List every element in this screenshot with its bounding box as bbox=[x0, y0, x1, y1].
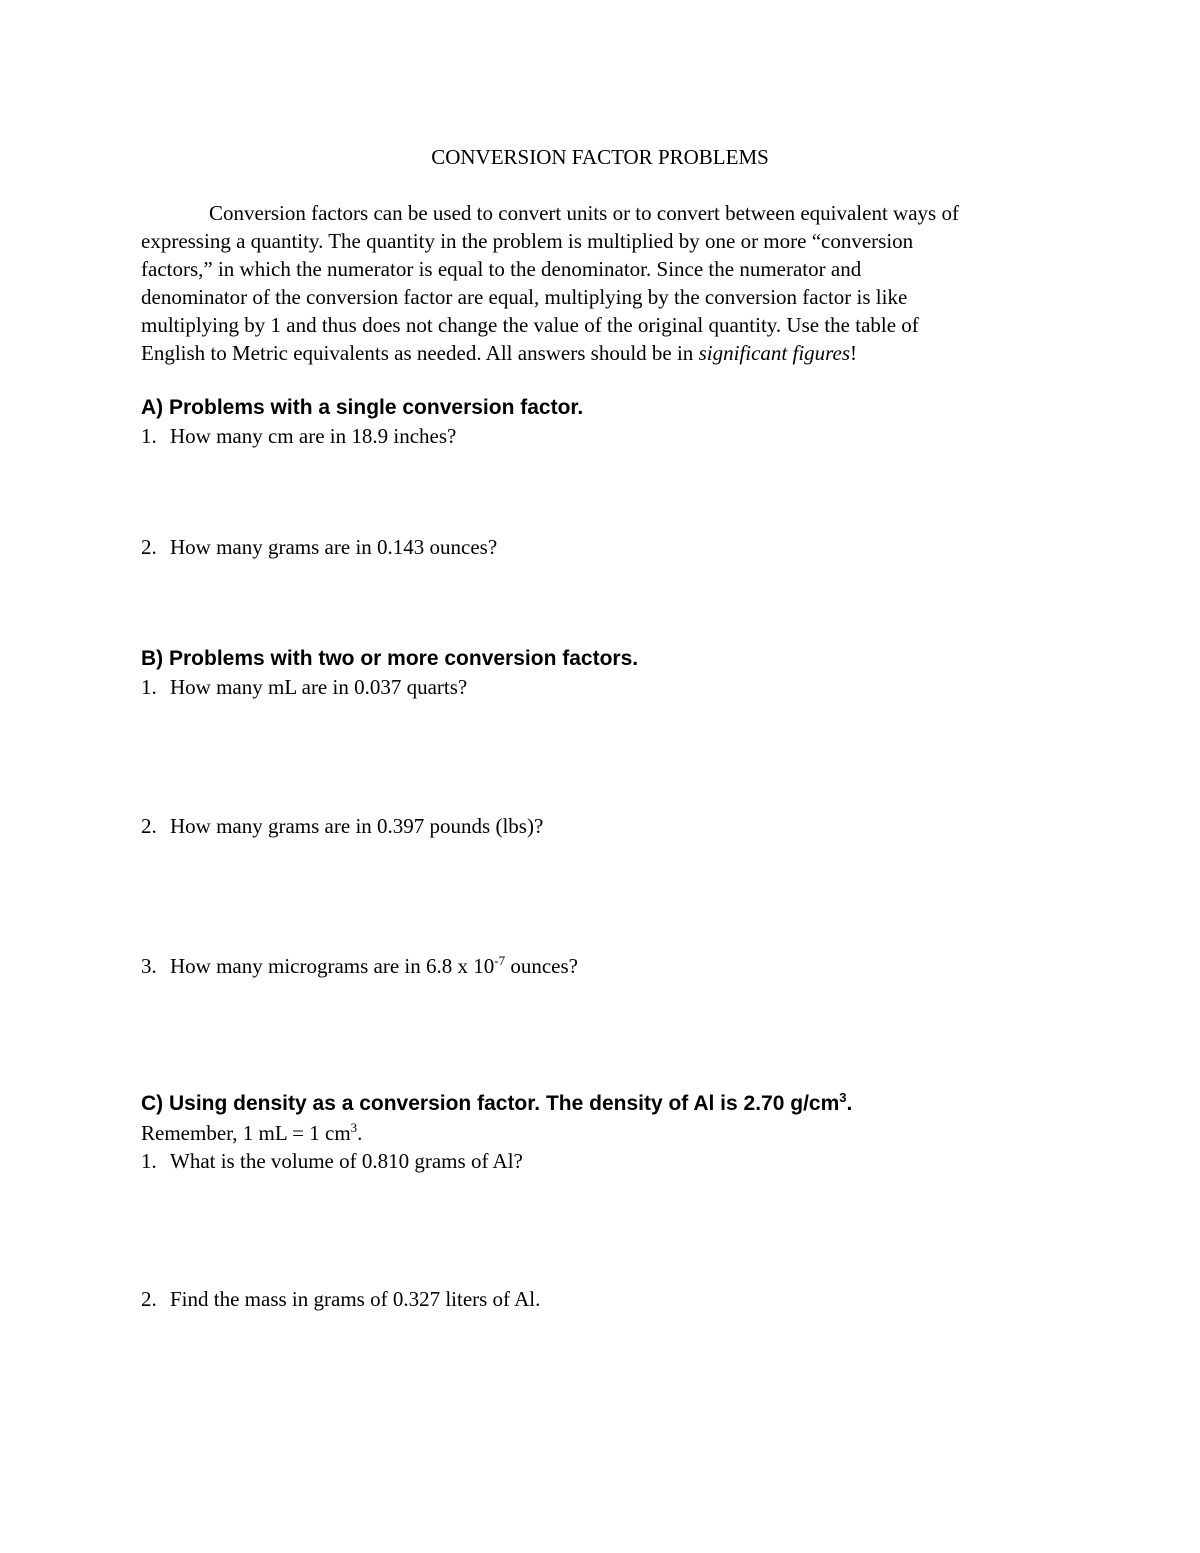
question-number: 2. bbox=[141, 1287, 157, 1311]
exponent: -7 bbox=[494, 953, 506, 968]
intro-line-6-text: English to Metric equivalents as needed. All answers should be in bbox=[141, 341, 699, 365]
intro-emphasis: significant figures bbox=[698, 341, 851, 365]
section-c-question-2 bbox=[141, 1285, 540, 1313]
question-number: 1. bbox=[141, 675, 157, 699]
section-a-question-2 bbox=[141, 533, 497, 561]
section-a-heading: A) Problems with a single conversion factor. bbox=[141, 396, 584, 419]
page-title: CONVERSION FACTOR PROBLEMS bbox=[431, 145, 769, 169]
question-number: 2. bbox=[141, 814, 157, 838]
question-text: How many mL are in 0.037 quarts? bbox=[170, 675, 468, 699]
section-c-remember-note bbox=[141, 1119, 362, 1147]
section-c-heading-text: C) Using density as a conversion factor. The density of Al is 2.70 g/cm bbox=[141, 1092, 840, 1115]
section-b-heading: B) Problems with two or more conversion factors. bbox=[141, 647, 639, 670]
question-text: What is the volume of 0.810 grams of Al? bbox=[170, 1149, 523, 1173]
section-a-question-1 bbox=[141, 422, 456, 450]
intro-line-6 bbox=[141, 339, 1071, 367]
section-b-question-2 bbox=[141, 812, 543, 840]
question-number: 1. bbox=[141, 1149, 157, 1173]
section-c-heading bbox=[141, 1090, 852, 1118]
question-number: 2. bbox=[141, 535, 157, 559]
intro-line-5: multiplying by 1 and thus does not change the value of the original quantity. Use the table of bbox=[141, 313, 919, 337]
remember-end: . bbox=[357, 1121, 363, 1145]
question-text: How many grams are in 0.397 pounds (lbs)? bbox=[170, 814, 544, 838]
question-text: How many cm are in 18.9 inches? bbox=[170, 424, 457, 448]
intro-line-4: denominator of the conversion factor are equal, multiplying by the conversion factor is like bbox=[141, 285, 908, 309]
intro-line-6-end: ! bbox=[850, 341, 858, 365]
section-c-heading-end: . bbox=[846, 1092, 853, 1115]
question-text: How many micrograms are in 6.8 x 10 bbox=[170, 954, 495, 978]
question-text: Find the mass in grams of 0.327 liters of Al. bbox=[170, 1287, 541, 1311]
question-text: How many grams are in 0.143 ounces? bbox=[170, 535, 498, 559]
exponent: 3 bbox=[350, 1120, 358, 1135]
section-b-question-3 bbox=[141, 952, 578, 980]
exponent: 3 bbox=[839, 1090, 847, 1105]
section-b-question-1 bbox=[141, 673, 467, 701]
intro-line-2: expressing a quantity. The quantity in the problem is multiplied by one or more “conversion bbox=[141, 229, 914, 253]
intro-line-1 bbox=[141, 199, 1071, 227]
question-text-end: ounces? bbox=[505, 954, 578, 978]
intro-paragraph bbox=[141, 199, 1071, 367]
question-number: 1. bbox=[141, 424, 157, 448]
intro-line-3: factors,” in which the numerator is equal to the denominator. Since the numerator and bbox=[141, 257, 862, 281]
remember-text: Remember, 1 mL = 1 cm bbox=[141, 1121, 351, 1145]
question-number: 3. bbox=[141, 954, 157, 978]
section-c-question-1 bbox=[141, 1147, 523, 1175]
intro-line-1-text: Conversion factors can be used to convert units or to convert between equivalent ways of bbox=[209, 201, 959, 225]
